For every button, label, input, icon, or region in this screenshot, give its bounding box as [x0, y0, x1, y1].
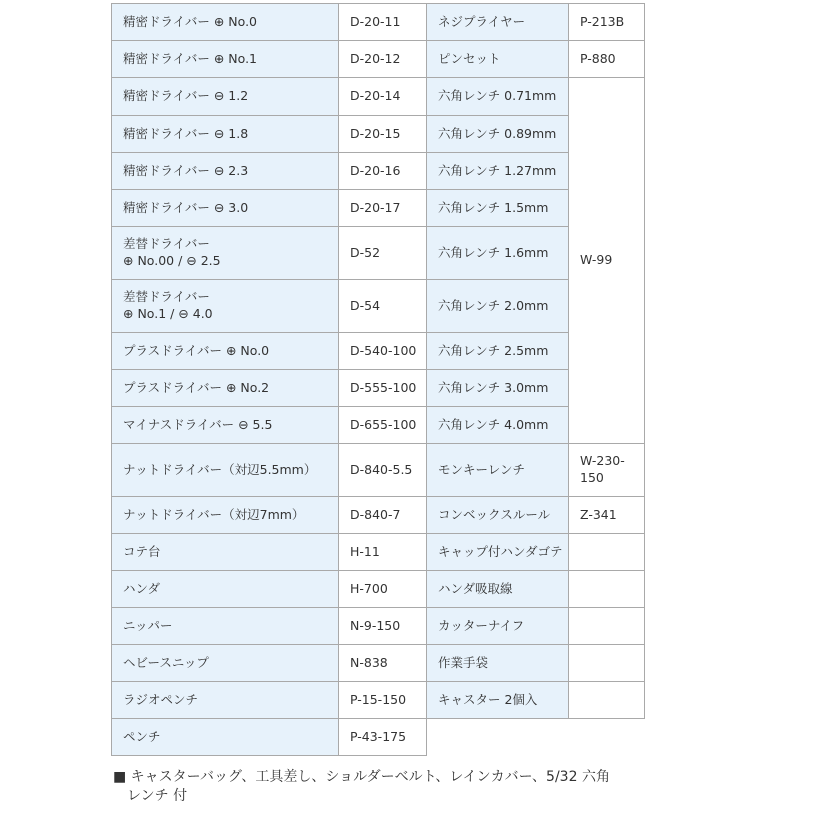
part-name: ハンダ	[112, 571, 339, 608]
part-code-line: 150	[580, 470, 604, 485]
part-code	[569, 444, 645, 497]
merged-part-code: W-99	[569, 78, 645, 444]
table-row	[112, 153, 645, 190]
part-name: ネジプライヤー	[427, 4, 569, 41]
part-name: コンベックスルール	[427, 497, 569, 534]
part-name: ヘビースニップ	[112, 645, 339, 682]
part-code: P-15-150	[339, 682, 427, 719]
part-code: Z-341	[569, 497, 645, 534]
part-code	[569, 645, 645, 682]
table-row	[112, 682, 645, 719]
part-name: ピンセット	[427, 41, 569, 78]
part-name: 精密ドライバー ⊖ 2.3	[112, 153, 339, 190]
part-name: ナットドライバー（対辺5.5mm）	[112, 444, 339, 497]
part-code: D-840-7	[339, 497, 427, 534]
part-code: D-20-16	[339, 153, 427, 190]
table-row	[112, 444, 645, 497]
table-row	[112, 280, 645, 333]
part-name: コテ台	[112, 534, 339, 571]
part-name: 六角レンチ 0.71mm	[427, 78, 569, 116]
footnote	[113, 768, 713, 806]
table-row	[112, 571, 645, 608]
part-name: 精密ドライバー ⊖ 1.8	[112, 116, 339, 153]
part-code: D-54	[339, 280, 427, 333]
part-name: 六角レンチ 3.0mm	[427, 370, 569, 407]
part-code: N-9-150	[339, 608, 427, 645]
part-code-line: W-230-	[580, 453, 625, 469]
part-name-line: 差替ドライバー	[123, 236, 210, 252]
part-name: キャップ付ハンダゴテ	[427, 534, 569, 571]
table-row	[112, 645, 645, 682]
part-name: カッターナイフ	[427, 608, 569, 645]
part-code: P-213B	[569, 4, 645, 41]
table-row	[112, 190, 645, 227]
part-name-line: ⊕ No.00 / ⊖ 2.5	[123, 253, 221, 268]
part-code	[569, 534, 645, 571]
part-name: 六角レンチ 2.5mm	[427, 333, 569, 370]
part-name: モンキーレンチ	[427, 444, 569, 497]
footnote-line: ■ キャスターバッグ、工具差し、ショルダーベルト、レインカバー、5/32 六角	[113, 769, 610, 785]
part-name: 精密ドライバー ⊕ No.1	[112, 41, 339, 78]
table-row	[112, 227, 645, 280]
part-name: 六角レンチ 1.27mm	[427, 153, 569, 190]
part-code	[569, 608, 645, 645]
part-name: 作業手袋	[427, 645, 569, 682]
parts-table	[111, 3, 645, 756]
part-code: D-20-15	[339, 116, 427, 153]
table-row	[112, 719, 645, 756]
table-row	[112, 534, 645, 571]
table-row	[112, 78, 645, 116]
part-code: N-838	[339, 645, 427, 682]
part-name: 六角レンチ 4.0mm	[427, 407, 569, 444]
part-code: P-880	[569, 41, 645, 78]
table-row	[112, 333, 645, 370]
part-name	[112, 227, 339, 280]
part-name: 精密ドライバー ⊖ 1.2	[112, 78, 339, 116]
part-name: 六角レンチ 0.89mm	[427, 116, 569, 153]
part-code: D-20-17	[339, 190, 427, 227]
part-name: 六角レンチ 1.6mm	[427, 227, 569, 280]
part-code: D-20-14	[339, 78, 427, 116]
table-row	[112, 497, 645, 534]
table-row	[112, 608, 645, 645]
table-row	[112, 407, 645, 444]
part-name: ペンチ	[112, 719, 339, 756]
part-name: プラスドライバー ⊕ No.2	[112, 370, 339, 407]
part-code: D-555-100	[339, 370, 427, 407]
part-name: 六角レンチ 1.5mm	[427, 190, 569, 227]
part-code: D-655-100	[339, 407, 427, 444]
part-code: D-20-11	[339, 4, 427, 41]
part-name: 六角レンチ 2.0mm	[427, 280, 569, 333]
table-row	[112, 370, 645, 407]
part-name: ニッパー	[112, 608, 339, 645]
part-code: H-11	[339, 534, 427, 571]
part-name-line: 差替ドライバー	[123, 289, 210, 305]
part-code: D-840-5.5	[339, 444, 427, 497]
part-name: ラジオペンチ	[112, 682, 339, 719]
table-row	[112, 4, 645, 41]
part-code: D-20-12	[339, 41, 427, 78]
part-code: D-52	[339, 227, 427, 280]
part-name: プラスドライバー ⊕ No.0	[112, 333, 339, 370]
part-name: マイナスドライバー ⊖ 5.5	[112, 407, 339, 444]
part-name: 精密ドライバー ⊖ 3.0	[112, 190, 339, 227]
part-name: ハンダ吸取線	[427, 571, 569, 608]
part-code	[569, 682, 645, 719]
part-code: P-43-175	[339, 719, 427, 756]
part-name: 精密ドライバー ⊕ No.0	[112, 4, 339, 41]
part-name: キャスター 2個入	[427, 682, 569, 719]
table-row	[112, 116, 645, 153]
table-row	[112, 41, 645, 78]
part-code	[569, 571, 645, 608]
part-name-line: ⊕ No.1 / ⊖ 4.0	[123, 306, 213, 321]
part-code: D-540-100	[339, 333, 427, 370]
empty-cell	[427, 719, 645, 756]
part-code: H-700	[339, 571, 427, 608]
part-name	[112, 280, 339, 333]
part-name: ナットドライバー（対辺7mm）	[112, 497, 339, 534]
footnote-line: レンチ 付	[127, 788, 188, 804]
